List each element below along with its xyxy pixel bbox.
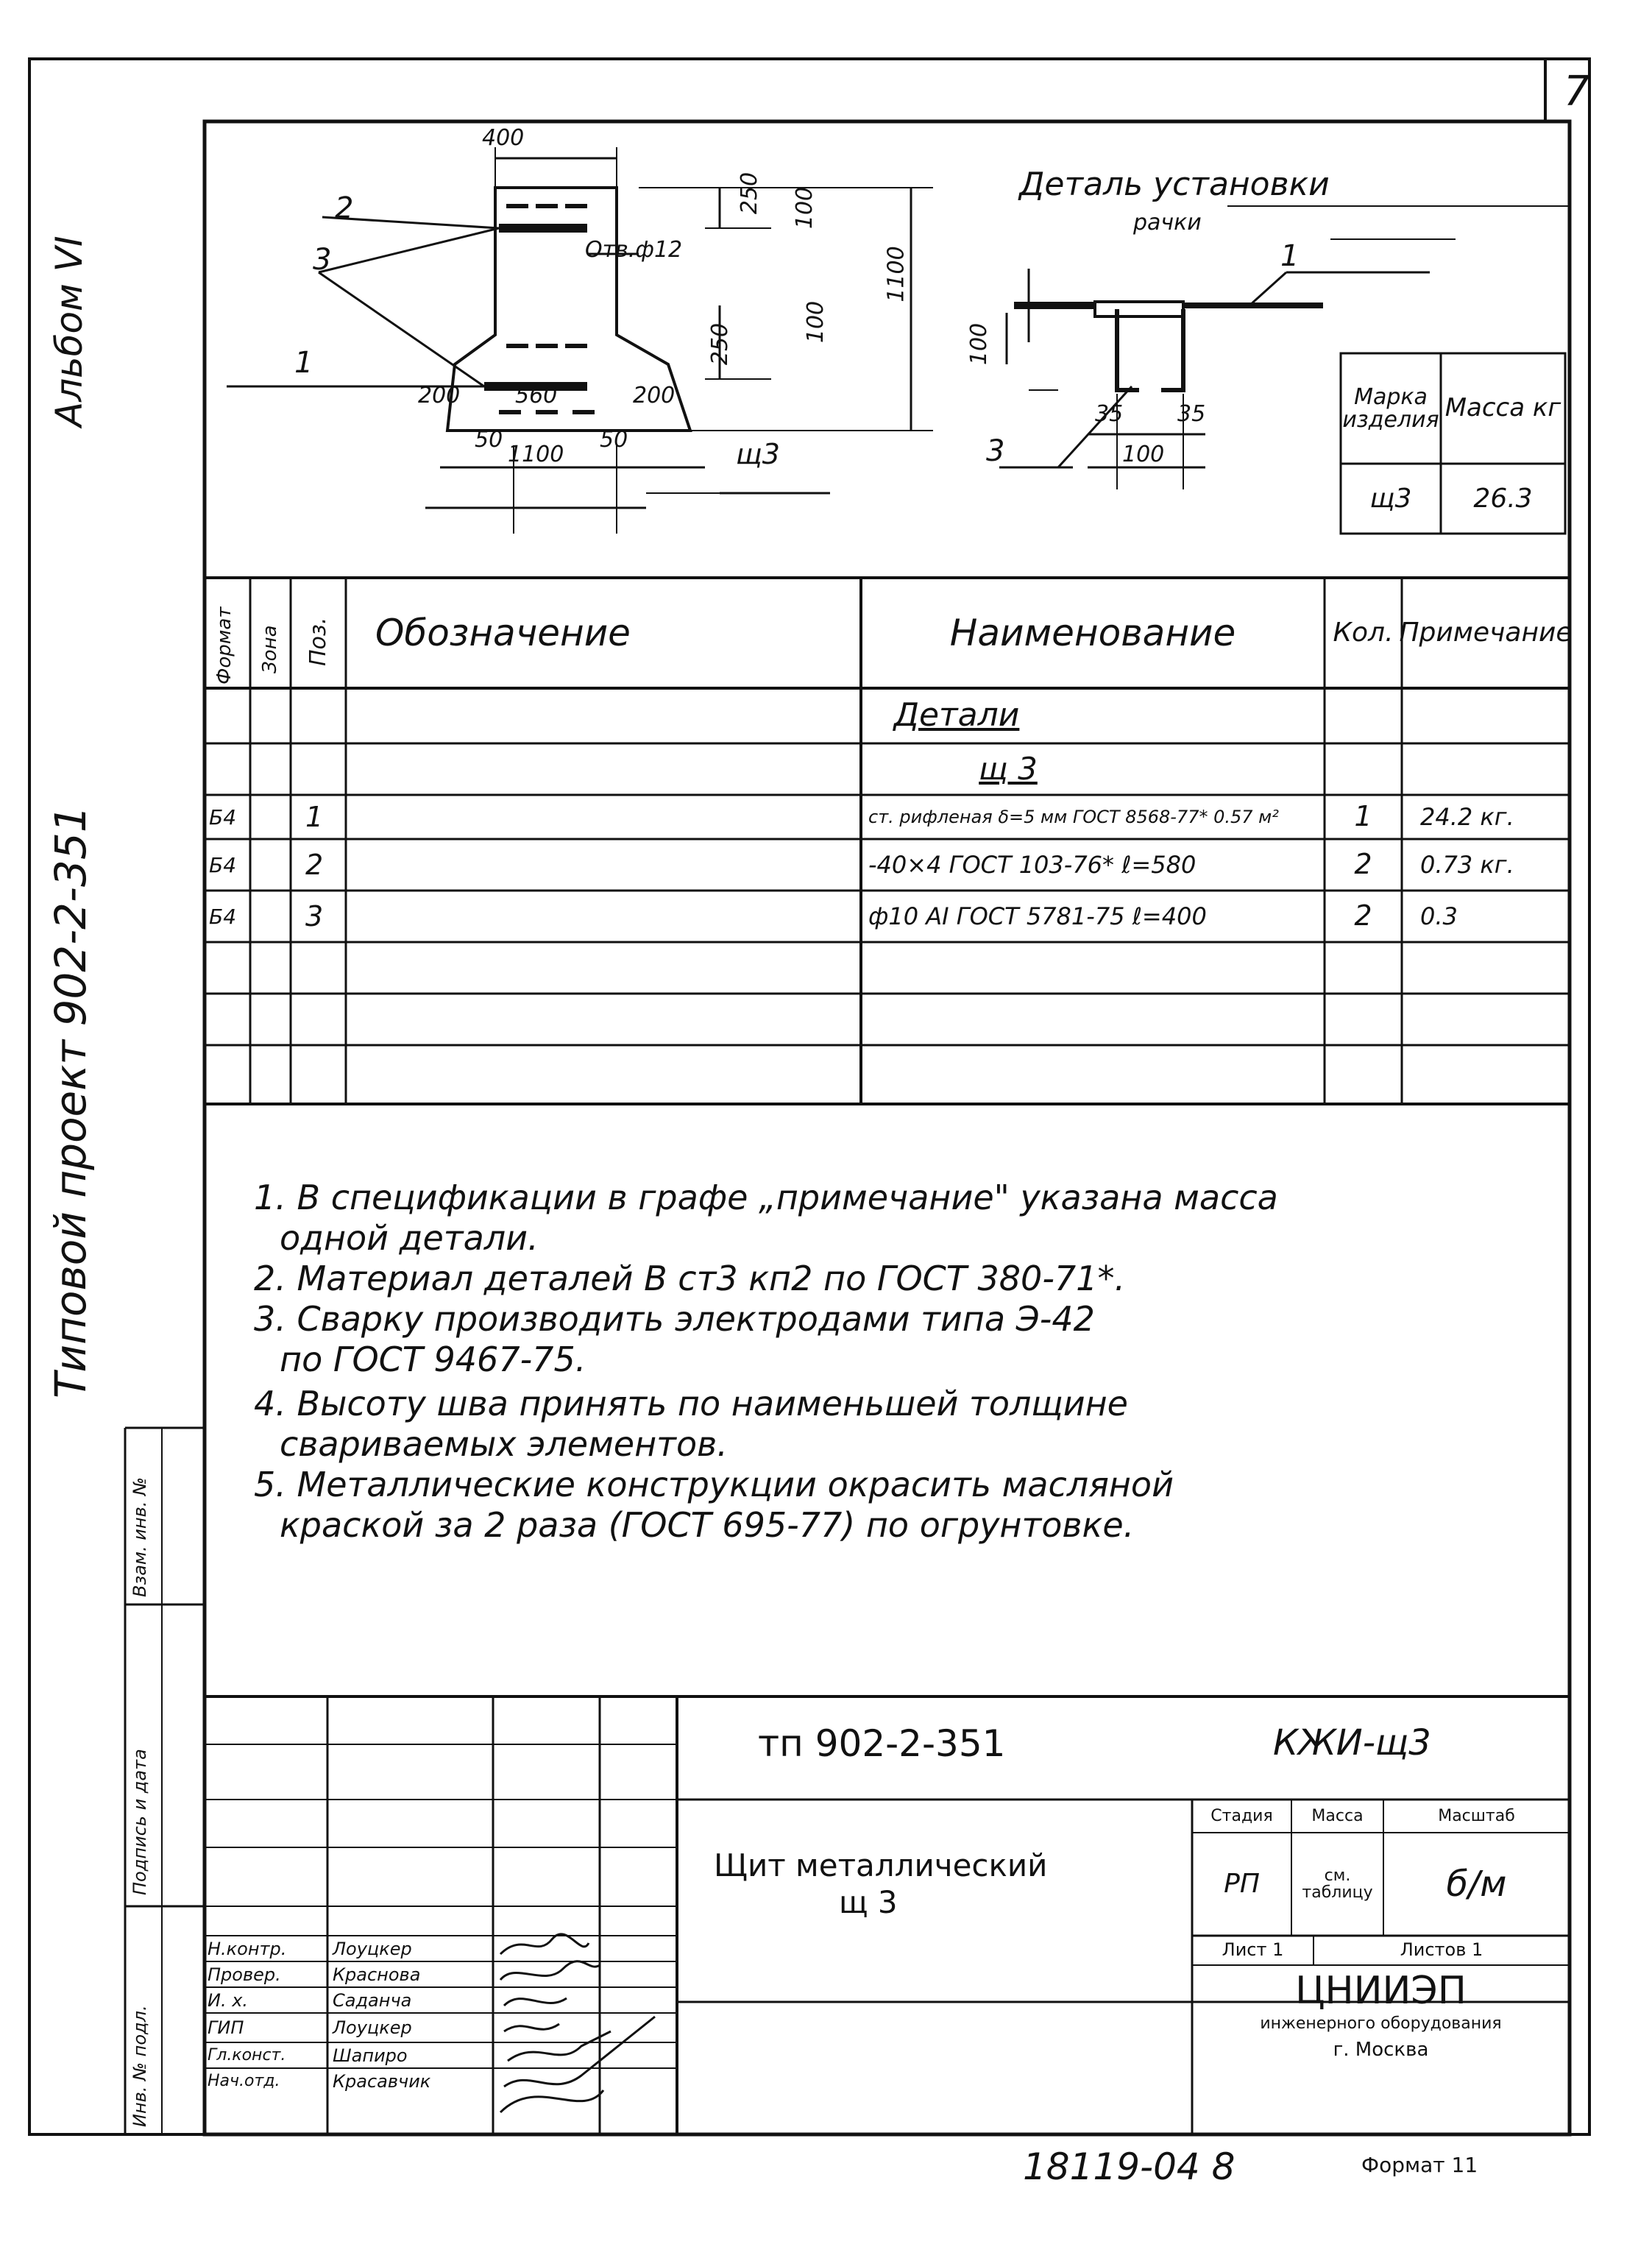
side-album: Альбом VI xyxy=(48,236,91,427)
detail-title: Деталь установки xyxy=(1019,166,1330,203)
role-name: Шапиро xyxy=(333,2045,408,2066)
dim-right-3: 1100 xyxy=(883,246,910,302)
spec-row-note: 0.73 кг. xyxy=(1420,851,1514,879)
dim-detail-1: 100 xyxy=(966,322,993,366)
mass-table-header-mark: Марка изделия xyxy=(1342,383,1439,433)
dim-right-5: 100 xyxy=(803,300,829,344)
side-project: Типовой проект 902-2-351 xyxy=(46,805,96,1398)
spec-row-qty: 1 xyxy=(1354,800,1372,833)
detail-leader-3: 3 xyxy=(986,434,1005,468)
role-name: Краснова xyxy=(333,1964,421,1985)
archive-number: 18119-04 8 xyxy=(1023,2145,1236,2188)
mass-table-mass: 26.3 xyxy=(1473,483,1533,514)
spec-header-zone: Зона xyxy=(259,625,281,673)
dim-bottom-a2: 560 xyxy=(515,383,558,408)
dim-detail-3: 35 xyxy=(1177,401,1206,427)
spec-row-qty: 2 xyxy=(1354,899,1372,933)
project-code: тп 902-2-351 xyxy=(758,1722,1006,1765)
role-label: Провер. xyxy=(208,1964,281,1985)
doc-code: КЖИ-щ3 xyxy=(1273,1722,1431,1763)
side-stamp-replace: Взам. инв. № xyxy=(130,1477,150,1597)
note-line: по ГОСТ 9467-75. xyxy=(280,1340,586,1379)
role-label: Гл.конст. xyxy=(208,2046,286,2064)
leader-1-label: 1 xyxy=(294,346,313,380)
detail-subtitle: рачки xyxy=(1133,210,1202,236)
role-name: Саданча xyxy=(333,1989,412,2011)
spec-row-note: 24.2 кг. xyxy=(1420,803,1514,831)
sheet-number: 7 xyxy=(1564,68,1590,116)
spec-header-note: Примечание xyxy=(1399,618,1573,648)
role-label: И. х. xyxy=(208,1989,249,2011)
role-label: Н.контр. xyxy=(208,1938,287,1959)
hole-label: Отв.ф12 xyxy=(585,237,683,263)
dim-right-4: 250 xyxy=(707,322,734,366)
spec-row-qty: 2 xyxy=(1354,848,1372,881)
note-line: одной детали. xyxy=(280,1218,539,1258)
spec-header-pos: Поз. xyxy=(305,617,331,666)
detail-leader-1: 1 xyxy=(1280,239,1300,273)
note-line: свариваемых элементов. xyxy=(280,1424,728,1464)
note-line: краской за 2 раза (ГОСТ 695-77) по огрунтовке. xyxy=(280,1505,1135,1545)
role-label: Нач.отд. xyxy=(208,2072,280,2090)
spec-header-format: Формат xyxy=(213,606,235,684)
spec-row-name: -40×4 ГОСТ 103-76* ℓ=580 xyxy=(868,851,1197,879)
format-label: Формат 11 xyxy=(1361,2153,1478,2177)
note-line: 5. Металлические конструкции окрасить масляной xyxy=(254,1465,1174,1504)
mass-table-mark: щ3 xyxy=(1369,483,1412,514)
side-stamp-inv: Инв. № подл. xyxy=(130,2005,150,2127)
spec-row-pos: 2 xyxy=(305,849,324,881)
role-name: Лоуцкер xyxy=(333,2017,412,2038)
spec-row-format: Б4 xyxy=(209,804,237,829)
sheet-label: Лист 1 xyxy=(1222,1939,1284,1961)
spec-row-pos: 1 xyxy=(305,801,324,833)
spec-header-name: Наименование xyxy=(949,611,1236,654)
spec-group-title: щ 3 xyxy=(979,750,1038,787)
leader-2-label: 2 xyxy=(335,191,354,225)
dim-bottom-b1: 50 xyxy=(475,427,503,453)
spec-row-note: 0.3 xyxy=(1420,902,1458,930)
dim-bottom-a1: 200 xyxy=(418,383,461,408)
spec-row-format: Б4 xyxy=(209,904,237,929)
spec-section-title: Детали xyxy=(893,696,1020,735)
dim-bottom-b2: 1100 xyxy=(508,442,564,467)
stage-value: РП xyxy=(1224,1869,1260,1900)
note-line: 1. В спецификации в графе „примечание" указана масса xyxy=(254,1178,1278,1217)
note-line: 4. Высоту шва принять по наименьшей толщине xyxy=(254,1384,1128,1423)
dim-right-2: 100 xyxy=(792,186,818,230)
stage-header: Стадия xyxy=(1210,1806,1273,1825)
sheets-label: Листов 1 xyxy=(1400,1939,1483,1961)
mass-table-header-mass: Масса кг xyxy=(1444,393,1561,423)
leader-3-label: 3 xyxy=(313,243,332,277)
dim-right-1: 250 xyxy=(737,171,763,215)
doc-title: Щит металлический xyxy=(714,1847,1048,1883)
spec-header-designation: Обозначение xyxy=(375,611,631,654)
signatures xyxy=(493,1928,684,2171)
spec-header-qty: Кол. xyxy=(1333,618,1394,648)
role-name: Лоуцкер xyxy=(333,1938,412,1959)
note-line: 2. Материал деталей В ст3 кп2 по ГОСТ 380-71*. xyxy=(254,1259,1126,1298)
org-city: г. Москва xyxy=(1333,2039,1429,2062)
role-name: Красавчик xyxy=(333,2070,431,2092)
side-stamp-sign: Подпись и дата xyxy=(130,1749,150,1895)
org-name: ЦНИИЭП xyxy=(1295,1968,1467,2013)
role-label: ГИП xyxy=(208,2017,244,2038)
dim-detail-4: 100 xyxy=(1122,442,1165,467)
dim-bottom-b3: 50 xyxy=(600,427,628,453)
spec-row-name: ф10 AI ГОСТ 5781-75 ℓ=400 xyxy=(868,902,1207,930)
dim-top: 400 xyxy=(482,125,525,151)
scale-header: Масштаб xyxy=(1438,1806,1515,1825)
org-sub: инженерного оборудования xyxy=(1260,2014,1502,2034)
scale-value: б/м xyxy=(1446,1863,1507,1905)
spec-row-format: Б4 xyxy=(209,852,237,877)
spec-row-pos: 3 xyxy=(305,900,324,933)
mass-value: см. таблицу xyxy=(1302,1866,1373,1902)
mass-header: Масса xyxy=(1311,1806,1364,1825)
note-line: 3. Сварку производить электродами типа Э-42 xyxy=(254,1299,1095,1339)
dim-bottom-a3: 200 xyxy=(633,383,676,408)
dim-detail-2: 35 xyxy=(1095,401,1124,427)
doc-title-mark: щ 3 xyxy=(839,1884,898,1920)
view-label: щ3 xyxy=(736,438,780,470)
spec-row-name: ст. рифленая δ=5 мм ГОСТ 8568-77* 0.57 м² xyxy=(868,806,1279,827)
